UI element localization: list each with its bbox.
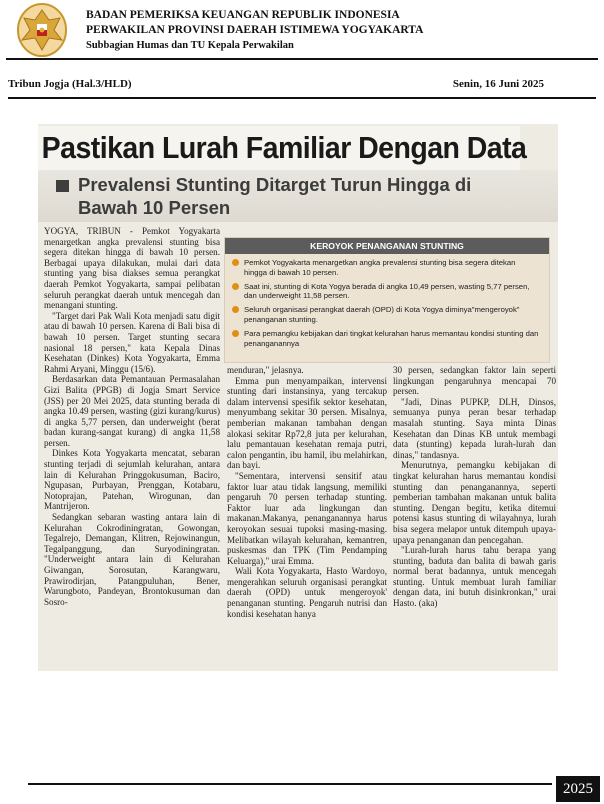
footer-rule	[28, 783, 552, 785]
article-column-2	[227, 365, 387, 619]
paragraph: "Jadi, Dinas PUPKP, DLH, Dinsos, semuanya punya peran besar terhadap masalah stunting. Saya minta Dinas Kesehatan dan Dinas KB untuk membagi data (stunting) kepada lurah-lurah dan dinas," tandasnya.	[393, 396, 556, 460]
subhead-line-2: Bawah 10 Persen	[78, 197, 231, 218]
paragraph: YOGYA, TRIBUN - Pemkot Yogyakarta menargetkan angka prevalensi stunting bisa segera ditekan hingga di bawah 10 persen. Berbagai upaya dilakukan, mulai dari data stunting yang bisa diakses semua perangkat daerah Pemkot Yogyakarta, sampai pelibatan seluruh perangkat daerah untuk mencegah dan menangani stunting.	[44, 226, 220, 311]
article-column-3	[393, 365, 556, 609]
paragraph: Wali Kota Yogyakarta, Hasto Wardoyo, mengerahkan seluruh organisasi perangkat daerah (OPD) untuk mengeroyok' penanganan stunting. Pengaruh nutrisi dan kondisi kesehatan hanya	[227, 566, 387, 619]
bullet-dot-icon	[232, 306, 239, 313]
bullet-dot-icon	[232, 330, 239, 337]
org-subunit: Subbagian Humas dan TU Kepala Perwakilan	[86, 40, 294, 51]
article-headline: Pastikan Lurah Familiar Dengan Data	[38, 126, 520, 170]
garuda-emblem-icon	[16, 2, 68, 58]
square-bullet-icon	[56, 180, 69, 192]
org-name: BADAN PEMERIKSA KEUANGAN REPUBLIK INDONESIA	[86, 9, 400, 21]
list-item	[231, 258, 539, 278]
info-box-title: KEROYOK PENANGANAN STUNTING	[225, 238, 549, 254]
list-item-text: Seluruh organisasi perangkat daerah (OPD) di Kota Yogya diminya"mengeroyok" penanganan stunting.	[244, 305, 520, 324]
letterhead	[6, 2, 598, 60]
subhead-line-1: Prevalensi Stunting Ditarget Turun Hingga di	[78, 174, 472, 195]
page-number: 2025	[556, 776, 600, 802]
newspaper-clipping	[38, 124, 558, 671]
bullet-dot-icon	[232, 259, 239, 266]
org-branch: PERWAKILAN PROVINSI DAERAH ISTIMEWA YOGYAKARTA	[86, 24, 424, 36]
list-item	[231, 282, 539, 302]
list-item-text: Pemkot Yogyakarta menargetkan angka prevalensi stunting bisa segera ditekan hingga di bawah 10 persen.	[244, 258, 516, 277]
bullet-dot-icon	[232, 283, 239, 290]
source-rule	[8, 97, 596, 99]
publication-source: Tribun Jogja (Hal.3/HLD)	[8, 78, 132, 90]
paragraph: Emma pun menyampaikan, intervensi stunting dari instansinya, yang tercakup dalam intervensi spesifik sektor kesehatan, menyumbang sekitar 30 persen. Misalnya, pemberian makanan tambahan dengan alokasi sekitar Rp72,8 juta per kelurahan, lalu pemantauan kesehatan remaja putri, calon pengantin, ibu hamil, ibu melahirkan, dan bayi.	[227, 375, 387, 471]
paragraph: "Target dari Pak Wali Kota menjadi satu digit atau di bawah 10 persen. Karena di Bali bisa di bawah 10 persen. Target stunting secara nasional 18 persen," kata Kepala Dinas Kesehatan (Dinkes) Kota Yogyakarta, Emma Rahmi Aryani, Minggu (15/6).	[44, 310, 220, 374]
list-item-text: Para pemangku kebijakan dari tingkat kelurahan harus memantau kondisi stunting dan penanganannya	[244, 328, 539, 348]
paragraph: menduran," jelasnya.	[227, 365, 304, 375]
paragraph: Sedangkan sebaran wasting antara lain di Kelurahan Cokrodiningratan, Gowongan, Tegalrejo, Demangan, Klitren, Rejowinangun, Tegalpanggung, dan Suryodiningratan. "Underweight antara lain di Kelurahan Giwangan, Sorosutan, Karangwaru, Prawirodirjan, Patangpuluhan, Bener, Warungboto, Pandeyan, Brontokusuman dan Sosro-	[44, 512, 220, 607]
paragraph: Berdasarkan data Pemantauan Permasalahan Gizi Balita (PPGB) di Jogja Smart Service (JSS) per 20 Mei 2025, data stunting berada di angka 10.49 persen, wasting (gizi kurang/kurus) di angka 5,77 persen, dan underweight (berat badan kurang-sangat kurang) di angka 11,58 persen.	[44, 374, 220, 448]
article-subhead	[38, 170, 558, 222]
paragraph: "Sementara, intervensi sensitif atau faktor luar atau tidak langsung, memiliki pengaruh 70 persen terhadap stunting. Faktor luar ada lingkungan dan makanan.Makanya, penanganannya harus keroyokan sesuai tupoksi masing-masing. Melibatkan wilayah kelurahan, kemantren, puskesmas dan TPK (Tim Pendamping Keluarga)," urai Emma.	[227, 470, 387, 566]
paragraph: "Lurah-lurah harus tahu berapa yang stunting, baduta dan balita di bawah garis normal berat badannya, untuk mencegah stunting. Untuk membuat lurah familiar dengan data, ini butuh disinkronkan," urai Hasto. (aka)	[393, 545, 556, 609]
list-item	[231, 329, 539, 349]
article-column-1	[44, 226, 220, 607]
paragraph: 30 persen, sedangkan faktor lain seperti lingkungan pengaruhnya mencapai 70 persen.	[393, 365, 556, 397]
list-item	[231, 305, 539, 325]
paragraph: Menurutnya, pemangku kebijakan di tingkat kelurahan harus memantau kondisi stunting dan penanganannya, seperti pemberian tambahan makanan untuk balita stunting. Dengan begitu, ketika ditemui potensi kasus stunting di wilayahnya, lurah bisa segera melapor untuk ditempuh upaya-upaya penanganan dan pencegahan.	[393, 460, 556, 545]
paragraph: Dinkes Kota Yogyakarta mencatat, sebaran stunting terjadi di sejumlah kelurahan, antara lain di Kelurahan Pringgokusuman, Baciro, Ngupasan, Purbayan, Prenggan, Kotabaru, Notoprajan, Patehan, Wirogunan, dan Mantrijeron.	[44, 448, 220, 512]
organization-block	[86, 8, 423, 53]
info-box-list	[231, 258, 539, 352]
publication-date: Senin, 16 Juni 2025	[452, 78, 544, 90]
header-rule	[6, 58, 598, 60]
list-item-text: Saat ini, stunting di Kota Yogya berada di angka 10,49 persen, wasting 5,77 persen, dan underweight 11,58 persen.	[244, 281, 530, 301]
info-box	[224, 237, 550, 363]
